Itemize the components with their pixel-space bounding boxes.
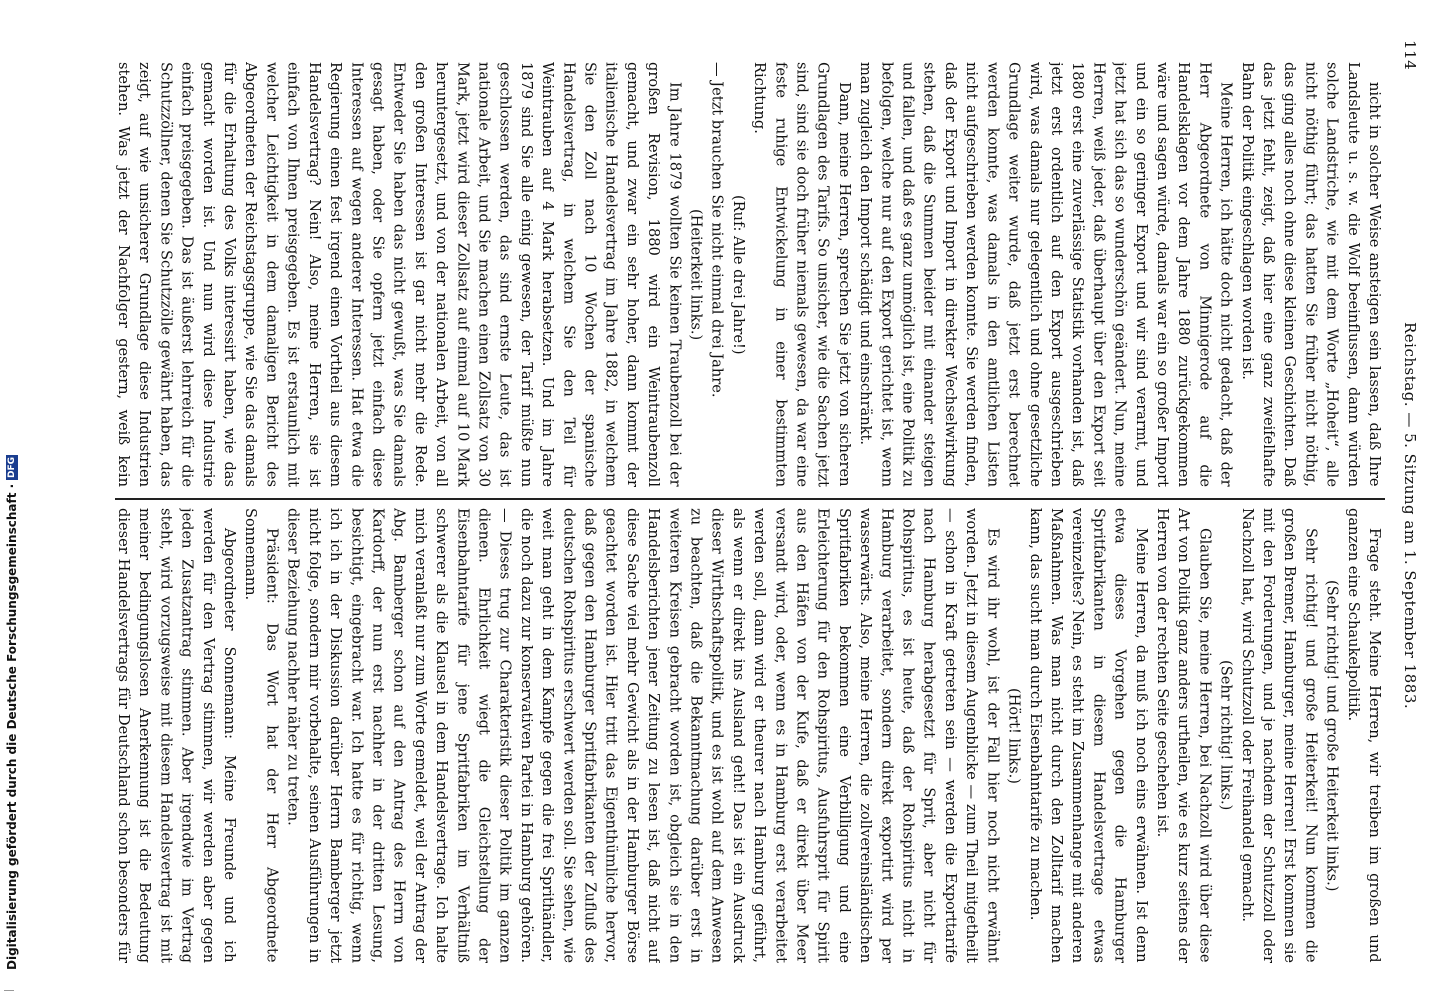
paragraph: Es wird ihr wohl, ist der Fall hier noch nicht erwähnt worden. Jetzt in diesem Augenblicke — zum Theil mitgetheilt — schon in Kraft getreten sein — werden die Exporttarife nach Hamburg herabgesetzt für Sprit, aber nicht für Rohspiritus, es ist heute, daß der Rohspiritus nicht in Hamburg verarbeitet, sondern direkt exportirt wird per wasserwärts. Also, meine Herren, die zollvereinsländischen Spritfabriken bekommen eine Verbilligung und eine Erleichterung für den Rohspiritus, Ausfuhrsprit für Spirit aus den Häfen von der Kufe, daß er direkt über Meer versandt wird, oder, wenn es in Hamburg erst verarbeitet werden soll, dann wird er theurer nach Hamburg geführt, als wenn er direkt ins Ausland geht! Das ist ein Ausdruck dieser Wirthschaftspolitik, und es ist wohl auf dem Anwesen zu beachten, daß die Bekanntmachung darüber erst in weiteren Kreisen gebracht worden ist, obgleich sie in den Handelsberichten jener Zeitung zu lesen ist, daß nicht auf diese Sache viel mehr Gewicht als in der Hamburger Börse geachtet worden ist. Hier tritt das Eigenthümliche hervor, daß gegen den Hamburger Spritfabrikanten der Zufluß des deutschen Rohspiritus erschwert werden soll. Sie sehen, wie weit man geht in dem Kampfe gegen die frei Sprithändler, die noch dazu zur konservativen Partei in Hamburg gehören. — Dieses trug zur Charakteristik dieser Politik im ganzen dienen. Ehrlichkeit wiegt die Gleichstellung der Eisenbahntarife für jene Spritfabriken im Verhältniß schwerer als die Klausel in dem Handelsvertrage. Ich halte mich veranlaßt nur zum Worte gemeldet, weil der Antrag der Abg. Bamberger schon auf den Antrag des Herrn von Kardorff, der nun erst nachher in der dritten Lesung, besichtigt, eingebracht war. Ich hatte es für richtig, wenn ich ich in der Diskussion darüber Herrn Bamberger jetzt nicht folge, sondern mir vorbehalte, seinen Ausführungen in dieser Beziehung nachher näher zu treten. bbox=[284, 508, 1002, 963]
paragraph: Präsident: Das Wort hat der Herr Abgeordnete Sonnemann. bbox=[242, 508, 281, 963]
running-title: Reichstag. — 5. Sitzung am 1. September 1883. bbox=[1401, 321, 1419, 709]
paragraph: Sehr richtig! und große Heiterkeit! Nun kommen die großen Bremer, Hamburger, meine Herren! Erst kommen sie mit den Forderungen, und je nachdem der Schutzzoll oder Nachzoll hat, wird Schutzzoll oder Freihandel gemacht. bbox=[1238, 508, 1320, 963]
digitization-credit bbox=[0, 0, 24, 1000]
column-divider bbox=[115, 498, 1385, 500]
paragraph: (Sehr richtig! und große Heiterkeit links.) bbox=[1323, 579, 1341, 892]
credit-text: Digitalisierung gefördert durch die Deutsche Forschungsgemeinschaft · bbox=[5, 483, 19, 970]
paragraph: Meine Herren, da muß ich noch eins erwähnen. Ist denn etwa dieses Vorgehen gegen die Hamburger Spritfabrikanten in diesem Handelsvertrage etwas vereinzeltes? Nein, es steht im Zusammenhange mit anderen Maßnahmen. Was man nicht durch den Zolltarif machen kann, das sucht man durch Eisenbahntarife zu machen. bbox=[1026, 508, 1150, 963]
scan-mark bbox=[4, 990, 14, 991]
paragraph: — Jetzt brauchen Sie nicht einmal drei Jahre. bbox=[708, 62, 726, 398]
page-header bbox=[1395, 40, 1425, 960]
paragraph: (Sehr richtig! links.) bbox=[1217, 660, 1235, 811]
text-column-right bbox=[115, 62, 1385, 487]
paragraph: Meine Herren, ich hätte doch nicht gedacht, daß der Herr Abgeordnete von Minnigerode auf die Handelsklagen vor dem Jahre 1880 zurückgekommen wäre und sagen würde, damals war ein so großer Import und ein so geringer Export und wir sind verarmt, und jetzt hat sich das so wunderschön geändert. Nun, meine Herren, weiß jeder, daß überhaupt über den Export seit 1880 erst eine zuverlässige Statistik vorhanden ist, daß jetzt erst ordentlich auf den Export ausgeschrieben wird, was damals nur gelegentlich und ohne gesetzliche Grundlage weiter wurde, daß jetzt erst berechnet werden konnte, was damals in den amtlichen Listen nicht aufgeschrieben werden konnte. Sie werden finden, daß der Export und Import in direkter Wechselwirkung stehen, daß die Summen beider mit einander steigen und fallen, und daß es ganz unmöglich ist, eine Politik zu befolgen, welche nur auf den Export gerichtet ist, wenn man zugleich den Import schädigt und einschränkt. bbox=[857, 62, 1235, 487]
paragraph: (Heiterkeit links.) bbox=[687, 208, 705, 341]
dfg-logo: DFG bbox=[7, 456, 17, 478]
paragraph: nicht in solcher Weise ansteigen sein lassen, daß Ihre Landsleute u. s. w. die Wolf beeinflussen, dann würden solche Landstriche, wie mit dem Worte „Hoheit“, alle nicht nöthig führt; das hatten Sie früher nicht nöthig, das ging alles noch ohne diese kleinen Geschichten. Daß das jetzt fehlt, zeigt, daß hier eine ganz zweifelhafte Bahn der Politik eingeschlagen worden ist. bbox=[1238, 62, 1383, 487]
text-column-left bbox=[115, 508, 1385, 963]
paragraph: Frage steht. Meine Herren, wir treiben im großen und ganzen eine Schaukelpolitik. bbox=[1344, 508, 1383, 963]
paragraph: Dann, meine Herren, sprechen Sie jetzt von sicheren Grundlagen des Tarifs. So unsicher, wie die Sachen jetzt sind, sind sie doch früher niemals gewesen, da war eine feste ruhige Entwickelung in einer bestimmten Richtung. bbox=[751, 62, 853, 487]
paragraph: Abgeordneter Sonnemann: Meine Freunde und ich werden für den Vertrag stimmen, wir werden aber gegen jeden Zusatzantrag stimmen. Aber irgendwie im Vertrag steht, wird vorzugsweise mit diesem Handelsvertrag ist mit meiner bedingungslosen Anerkennung ist die Bedeutung dieser Handelsvertrags für Deutschland schon besonders für bbox=[115, 508, 239, 963]
paragraph: (Ruf: Alle drei Jahre!) bbox=[729, 194, 747, 355]
page-number: 114 bbox=[1401, 40, 1419, 71]
paragraph: (Hört! links.) bbox=[1005, 687, 1023, 784]
paragraph: Glauben Sie, meine Herren, bei Nachzoll wird über diese Art von Politik ganz anders urtheilen, wie es kurz seitens der Herren von der rechten Seite geschehen ist. bbox=[1153, 508, 1214, 963]
paragraph: Im Jahre 1879 wollten Sie keinen Traubenzoll bei der großen Revision, 1880 wird ein Weintraubenzoll gemacht, und zwar ein sehr hoher, dann kommt der italienische Handelsvertrag im Jahre 1882, in welchem Sie den Zoll nach 10 Wochen der spanische Handelsvertrag, in welchem Sie den Teil für Weintrauben auf 4 Mark herabsetzen. Und im Jahre 1879 sind Sie alle einig gewesen, der Tarif müßte nun geschlossen werden, das sind ernste Leute, das ist nationale Arbeit, und Sie machen einen Zollsatz von 30 Mark, jetzt wird dieser Zollsatz auf einmal auf 10 Mark heruntergesetzt, und von der nationalen Arbeit, von all den großen Interessen ist gar nicht mehr die Rede. Entweder Sie haben das nicht gewußt, was Sie damals gesagt haben, oder Sie opfern jetzt einfach diese Interessen auf wegen anderer Interessen. Hat etwa die Regierung einen fest irgend einen Vortheil aus diesem Handelsvertrag? Nein! Also, meine Herren, sie ist einfach von Ihnen preisgegeben. Es ist erstaunlich mit welcher Leichtigkeit in dem damaligen Bericht des Abgeordneten der Reichstagsgruppe, wie Sie das damals für die Erhaltung des Volks interessirt haben, wie das gemacht worden ist. Und nun wird diese Industrie einfach preisgegeben. Das ist äußerst lehrreich für die Schutzzöllner, denen Sie Schutzzölle gewährt haben, das zeigt, auf wie unsicherer Grundlage diese Industrien stehen. Was jetzt der Nachfolger gestern, weiß kein bbox=[115, 62, 684, 487]
